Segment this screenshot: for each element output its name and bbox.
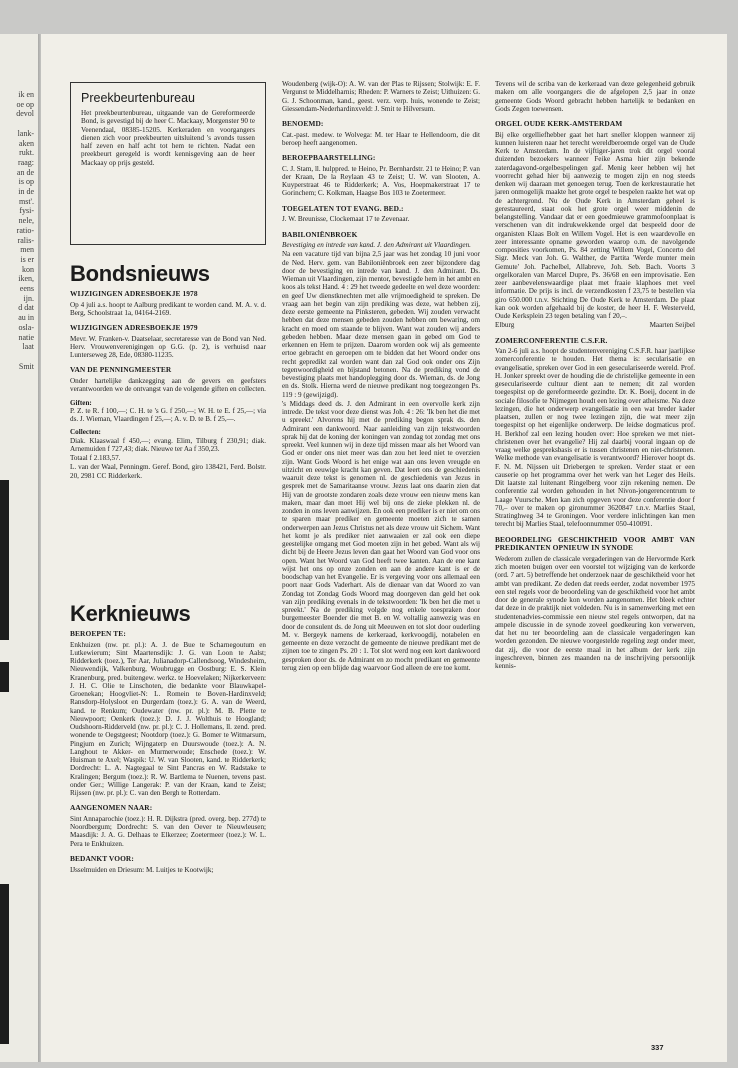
kerknieuws-title: Kerknieuws [70,601,191,626]
previous-page-text [0,90,34,371]
heading: BEROEPBAARSTELLING: [282,153,376,163]
previous-page-line: Smit [18,361,34,371]
paragraph: C. J. Stam, ll. hulppred. te Heino, Pr. Bernhardstr. 21 te Heino; P. van der Kraan, De la Reylaan 43 te Zeist; U. W. van Slooten, A. Kuyperstraat 46 te Ridderkerk; A. Vos, Hoepmakerstraat 17 te Gorinchem; C. Kolkman, Haagse Bos 103 te Zoetermeer. [282,164,480,198]
signoff: L. van der Waal, Penningm. Geref. Bond, giro 138421, Ferd. Bolstr. 20, 2981 CC Ridderkerk. [70,463,266,480]
heading: BEDANKT VOOR: [70,853,134,863]
previous-page-line: iken, [18,274,34,284]
column-3 [495,80,695,671]
heading: AANGENOMEN NAAR: [70,803,153,813]
previous-page-line: nele, [18,216,34,226]
paragraph: Sint Annaparochie (toez.): H. R. Dijkstra (pred. overg. bep. 277d) te Noordbergum; Dordrecht: S. van den Oever te Nieuwleusen; Maasdijk: J. A. G. Delhaas te Elkerzee; Zoetermeer (toez.): W. L. Pera te Enkhuizen. [70,814,266,848]
previous-page-line: ralis- [17,235,34,245]
paragraph: Na een vacature tijd van bijna 2,5 jaar was het zondag 10 juni voor de Ned. Herv. gem. van Babiloniënbroek een zeer bijzondere dag door de bevestiging en intrede van kand. J. den Admirant. Ds. Wieman uit Vlaardingen, zijn mentor, bevestigde hem in het ambt en koos als tekst Hand. 4 : 29 het tweede gedeelte en wel deze woorden: en geef Uw dienstknechten met alle vrijmoedigheid te spreken. De vraag aan het begin van zijn prediking was deze, wat hebben zij, deze eerste gemeente na Pinksteren, gebeden. Wij zouden verwacht hebben dat deze mensen gebeden zouden hebben om bewaring, om kracht en moed om staande te blijven. Want wat zouden wij anders gebeden hebben. Maar deze mensen gaan in gebed om God te erkennen en Hem te prijzen. Daarom worden ook wij als gemeente ertoe gebracht en geroepen om te bidden dat het Woord onder ons recht gepredikt zal worden want dan zal God ook onder ons Zijn tegenwoordigheid en bijstand betonen. Na de prediking vond de bevestiging plaats met handoplegging door ds. Wieman, ds. de Jong en ds. Stolk. Hierna werd de nieuwe predikant nog toegezongen Ps. 119 : 9 (gewijzigd). [282,250,480,399]
heading: ZOMERCONFERENTIE C.S.F.R. [495,335,608,345]
bondsnieuws-title: Bondsnieuws [70,261,210,286]
paragraph: 's Middags deed ds. J. den Admirant in een overvolle kerk zijn intrede. De tekst voor deze dienst was Joh. 4 : 26: 'Ik ben het die met u spreekt.' Alvorens hij met de prediking begon sprak ds. den Admirant een dankwoord. Naar aanleiding van zijn tekstwoorden sprak hij dat de koning der koningen van zondag tot zondag met ons spreekt. Veel kunnen wij in deze tijd missen maar als het Woord van God er onder ons niet meer was dan zou het leed niet te overzien zijn. Want Gods Woord is het enige wat aan ons leven vreugde en uitzicht en eeuwige kracht kan geven. Dat leert ons de geschiedenis waaruit deze tekst is genomen nl. de geschiedenis van Jezus in gesprek met de Samaritaanse vrouw. Jezus laat ons daarin zien dat Hij van de grootste zondaren zoals deze vrouw een nieuw mens kan maken, maar dan moet Hij wel bij ons de zieke plekken nl. de zonden in ons leven aanwijzen. En ook een prediker is er niet om ons te sparen maar prediker en gemeente moeten zich te samen onderwerpen aan Jezus Christus net als deze vrouw uit Sichem. Want het komt je als prediker niet aanwaaien er zal ook een diepe geestelijke omgang met God moeten zijn in het gebed. Want als wij dicht bij de Heere Jezus leven dan gaat het Woord van God voor ons open. Want het Woord van God heeft twee kanten. Aan de ene kant wijst het ons op onze zonden en aan de andere kant is er de boodschap van het Evangelie. Er is vergeving voor ons allemaal een poort naar Gods Vaderhart. Als de dienaar van dat Woord zo van Zondag tot Zondag Gods Woord mag doorgeven dan geld het ook van zijn prediking evenals in de tekstwoorden: 'Ik ben het die met u spreekt.' Na de prediking volgde nog enkele toespraken door burgemeester Boender die met B. en W. voltallig aanwezig was en door de consulent ds. de Jong uit Meeuwen en tot slot door ouderling M. v. Bergeyk namens de kerkeraad, kerkvoogdij, notabelen en gemeente en deze verzocht de gemeente de nieuwe predikant met de zijnen toe te zingen Ps. 20 : 1. Tot slot werd nog een kort dankwoord gesproken door ds. de Admirant en zo mocht predikant en gemeente terug zien op een blijde dag waarvoor God alleen de ere toe komt. [282,399,480,672]
heading: VAN DE PENNINGMEESTER [70,365,172,375]
previous-page-line: devol [16,109,34,119]
column-2 [282,80,480,673]
box-title: Preekbeurtenbureau [81,91,195,105]
previous-page-line: aken [18,138,34,148]
paragraph: J. W. Breunisse, Clockemaat 17 te Zevenaar. [282,215,410,224]
heading: WIJZIGINGEN ADRESBOEKJE 1979 [70,323,198,333]
heading: BEOORDELING GESCHIKTHEID VOOR AMBT VAN PREDIKANTEN OPNIEUW IN SYNODE [495,534,695,553]
previous-page-line: is op [18,177,34,187]
previous-page-line: oe op [16,99,34,109]
previous-page-line: d dat [18,303,34,313]
previous-page-line: rukt. [19,148,34,158]
previous-page-line: men [20,245,34,255]
heading: ORGEL OUDE KERK-AMSTERDAM [495,119,623,128]
paragraph: Bij elke orgelliefhebber gaat het hart sneller kloppen wanneer zij kunnen luisteren naar het terecht wereldberoemde orgel van de Oude Kerk te Amsterdam. In de vijftiger-jaren trok dit orgel vooral duizenden bezoekers wanneer Feike Asma hier zijn bekende zaterdagavond-orgelbespelingen gaf. Menig keer hebben wij het voorrecht gehad hier bij aanwezig te mogen zijn en nog steeds denken wij daaraan met genoegen terug. Toen de kerkrestauratie het jaren onmogelijk maakte het grote orgel te bespelen raakte het wat op de achtergrond. Nu de Oude Kerk in Amsterdam geheel is gerestaureerd, staat ook het grote orgel weer middenin de belangstelling. Vandaar dat er een goedmieuwe grammofoonplaat is verschenen van dit indrukwekkende orgel dat bespeeld door de organisten Klaas Bolt en Willem Vogel. Het is een waardevolle en zeer interessante opname geworden waarop o.m. de navolgende composities voorkomen, Ps. 84 zetting Willem Vogel, Concerto del Sigr. Meck van Joh. G. Walther, de Partita 'Werde munter mein Gemute' Joh. Pachelbel, Allabreve, Joh. Seb. Bach. Voorts 3 orgelkoralen van Marcel Dupre, Ps. 36/68 en een improvisatie. Een zeer aanbevelenswaardige plaat met fraaie klaphoes met veel informatie. De prijs is incl. de verzendkosten f 23,75 te bestellen via giro 650.000 t.n.v. Stichting De Oude Kerk te Amsterdam. De plaat kan ook worden afgehaald bij de koster, de heer H. F. Westerveld, Oude Kerksplein 23 tegen betaling van f 20,–. [495,130,695,321]
previous-page-line: ijn. [23,293,34,303]
heading: WIJZIGINGEN ADRESBOEKJE 1978 [70,289,198,298]
paragraph: Enkhuizen (nw. pr. pl.): A. J. de Bue te Scharnegoutum en Lutkewierum; Sint Maartensdijk: J. G. van Loon te Aalst; Ridderkerk (toez.), Ter Aar, Julianadorp-Callendsoog, Windesheim, Nieuwendijk, Valkenburg, Woubrugge en Oostburg: E. S. Klein Kranenburg, pred. buitengew. werkz. te Hoevelaken; Nijkerkerveen: J. H. C. Olie te Linschoten, die bedankte voor Blauwkapel-Groenekan; Hoogvliet-N: L. Romein te Boven-Hardinxveld; Ransdorp-Holysloot en Durgerdam (toez.): G. A. van de Weerd, kand. te Renkum; Oudewater (nw. pr. pl.): M. B. Plette te Nieuwpoort; Oenkerk (toez.): D. J. J. Wolthuis te Hoogland; Oudshoorn-Ridderveld (nw. pr. pl.): C. J. Hollemans, ll. zend. pred. wonende te Oegstgeest; Nootdorp (toez.): G. Bomer te Witmarsum, Pingjum en Zurich; Wijngaterp en Duurswoude (toez.): A. N. Langhout te Akker- en Murmerwoude; Enschede (toez.): W. Huisman te Axel; Waspik: U. W. van Slooten, kand. te Ridderkerk; Dordrecht: L. A. Nagtegaal te Sint Pancras en W. Radstake te Kralingen; Bergum (toez.): R. W. Bartlema te Nuenen, tevens past. onder Ger.; Willige Langerak: P. van der Kraan, kand te Zeist; Rijssen (nw. pr. pl.): C. van den Bergh te Rotterdam. [70,640,266,798]
preekbeurtenbureau-box [70,82,266,245]
previous-page-line: is er [20,254,34,264]
signature-place: Elburg [495,321,515,330]
previous-page-line: kon [22,264,34,274]
heading: BEROEPEN TE: [70,629,126,638]
paragraph: Van 2-6 juli a.s. hoopt de studentenvereniging C.S.F.R. haar jaarlijkse zomerconferentie te houden. Het thema is: secularisatie en evangelisatie, spreken over God in een geseculariseerde wereld. Prof. H. Jonker spreekt over de houding die de christelijke gemeente in een geseculariseerde cultuur dient aan te nemen; dit zal worden toegespitst op de gereformeerde gezindte. Dr. K. Boeij, docent in de sociale filosofie te Nijmegen houdt een lezing over atheisme. Na deze lezingen, die het onderwerp evangelisatie in een wat breder kader plaatsen, zullen er nog twee lezingen zijn, die wat meer zijn toegespitst op het eigenlijke onderwerp. De leidse dogmaticus prof. H. Berkhof zal een lezing houden over: Hoe spreken we met niet-christenen over het evangelie? Hij zal daarbij vooral ingaan op de vraag welke gespreksbasis er is tussen christenen en niet-christenen. Welke methode van evangelisatie is verantwoord? Hierover hoopt ds. F. N. M. Nijssen uit Driebergen te spreken. Verder staat er een causerie op het programma over het werk van het Leger des Heils. Dit laatste zal luitenant Ringelberg voor zijn rekening nemen. De conferentie zal worden gehouden in het Nivon-jongerencentrum te Laage Vuursche. Men kan zich opgeven voor deze conferentie door f 70,– over te maken op gironummer 3620847 t.n.v. Marlies Staal, Stratinghweg 34 te Groningen. Voor verdere inlichtingen kan men terecht bij Marlies Staal, telefoonnummer 050-410091. [495,347,695,529]
total-line: Totaal f 2.183,57. [70,454,121,463]
previous-page-line: an de [16,167,34,177]
previous-page-line: fysi- [19,206,34,216]
previous-page-line: laat [22,342,34,352]
previous-page-line: eens [19,284,34,294]
paragraph: Tevens wil de scriba van de kerkeraad van deze gelegenheid gebruik maken om alle voorgangers die de afgelopen 2,5 jaar in onze gemeente Gods Woord gebracht hebben hartelijk te bedanken en Gods Zegen toewensen. [495,80,695,113]
paragraph: Op 4 juli a.s. hoopt te Aalburg predikant te worden cand. M. A. v. d. Berg, Schoolstraat 1a, 04164-2169. [70,300,266,317]
previous-page-bar [0,662,9,692]
paragraph: Cat.-past. medew. te Wolvega: M. ter Haar te Hellendoorn, die dit beroep heeft aangenomen. [282,130,480,147]
kerknieuws-section [70,602,266,875]
heading: BENOEMD: [282,119,324,128]
previous-page-bar [0,884,9,1044]
box-text: Het preekbeurtenbureau, uitgaande van de Gereformeerde Bond, is gevestigd bij de heer C. Mackaay, Morgenster 90 te Veenendaal, 08385-15205. Kerkeraden en voorgangers dienen zich voor preekbeurten uitsluitend 's avonds tussen half zeven en half acht tot hem te richten. Nadat een preekbeurt geregeld is wordt kennisgeving aan de heer Mackaay op prijs gesteld. [81,109,255,167]
signature-line [495,321,695,329]
previous-page-bar [0,480,9,640]
previous-page-line: ik en [18,90,34,99]
previous-page-line: natie [18,332,34,342]
subtitle: Bevestiging en intrede van kand. J. den Admirant uit Vlaardingen. [282,241,471,250]
paragraph: Mevr. W. Franken-v. Daatselaar, secretaresse van de Bond van Ned. Herv. Vrouwenverenigingen op G.G. (p. 2), is verhuisd naar Lunterseweg 28, Ede, 08380-11235. [70,334,266,360]
bondsnieuws-section [70,262,266,481]
heading: TOEGELATEN TOT EVANG. BED.: [282,203,404,213]
paragraph: Onder hartelijke dankzegging aan de gevers en geefsters verantwoorden we de ontvangst van de volgende giften en collecten. [70,377,266,394]
previous-page-edge [0,34,38,1062]
previous-page-line [0,119,34,129]
previous-page-line: raag: [18,157,34,167]
signature-name: Maarten Seijbel [649,321,695,330]
heading: BABILONIËNBROEK [282,229,358,239]
subheading: Collecten: [70,428,101,437]
previous-page-line [0,352,34,362]
previous-page-line: mst'. [19,196,34,206]
subheading: Giften: [70,398,92,407]
paragraph: Diak. Klaaswaal f 450,—; evang. Elim, Tilburg f 230,91; diak. Arnemuiden f 727,43; diak. Nieuwe ter Aa f 350,23. [70,436,266,453]
page-number: 337 [651,1043,664,1052]
paragraph: Woudenberg (wijk-O): A. W. van der Plas te Rijssen; Stolwijk: E. F. Vergunst te Middelharnis; Rheden: P. Warners te Zeist; Uithuizen: G. G. J. Schoonman, kand., geest. verz. verp. huis, wonende te Zeist; Giessendam-Nederhardinxveld: J. Smit te Hilversum. [282,80,480,113]
previous-page-line: ratio- [16,225,34,235]
paragraph: IJsselmuiden en Driesum: M. Luitjes te Kootwijk; [70,865,214,874]
previous-page-line: in de [18,187,34,197]
paragraph: Wederom zullen de classicale vergaderingen van de Hervormde Kerk zich moeten buigen over een voorstel tot wijziging van de kerkorde (ord. 7 art. 5) betreffende het onderzoek naar de geschiktheid voor het ambt van predikant. Ze deden dat reeds eerder, zodat november 1975 een stel regels voor de beoordeling van de geschiktheid voor het ambt door de generale synode kon worden aangenomen. Het bleek echter dat deze in de praktijk niet voldeden. Nu is in samenwerking met een studentenadvies-commissie een nieuw stel regels ontworpen, dat na ampele discussie in de synode zoveel goedkeuring kon verwerven, dat het nu ter beoordeling aan de classicale vergaderingen kan worden gezonden. De nieuwe voorgestelde regeling zegt onder meer, dat zij, die voor de eerste maal in het album der kerk zijn ingeschreven, binnen zes maanden na de inschrijving persoonlijk kennis- [495,554,695,671]
previous-page-line: lank- [17,128,34,138]
previous-page-line: osla- [18,322,34,332]
previous-page-line: au in [18,313,34,323]
paragraph: P. Z. te R. f 100,—; C. H. te 's G. f 250,—; W. H. te E. f 25,—; via ds. J. Wieman, Vlaardingen f 25,—; A. v. D. te B. f 25,—. [70,406,266,424]
